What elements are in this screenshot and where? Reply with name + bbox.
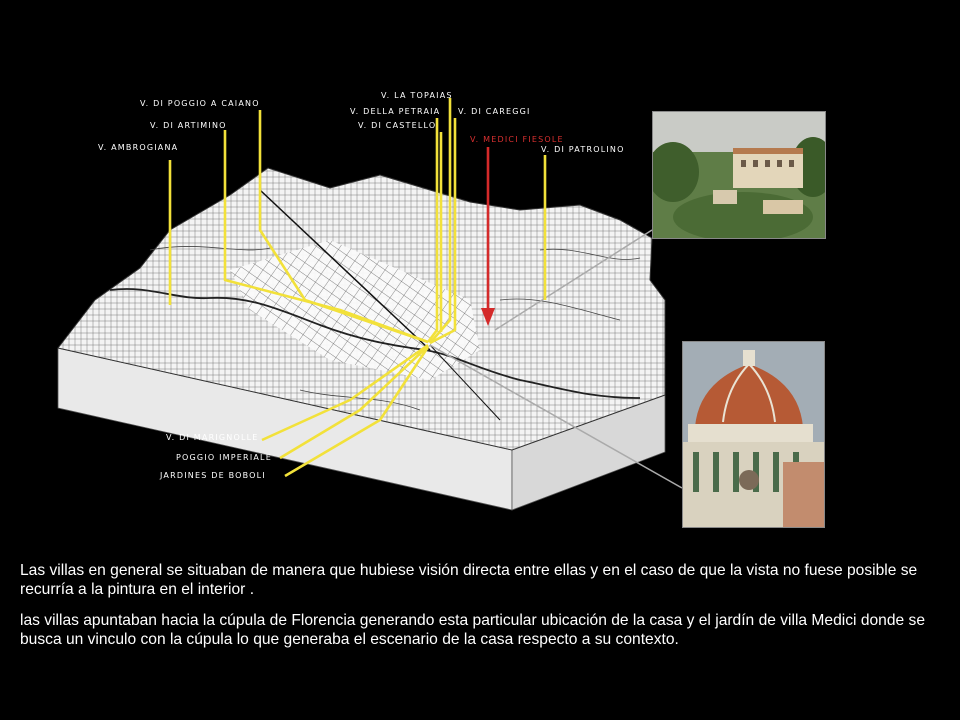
villa-medici-photo [652,111,826,239]
caption-paragraph-2: las villas apuntaban hacia la cúpula de Florencia generando esta particular ubicación de la casa y el jardín de villa Medici donde se busca un vinculo con la cúpula lo que generaba el escenario de la casa respecto a su contexto. [20,612,925,648]
label-di-careggi: V. DI CAREGGI [458,107,531,116]
label-di-castello: V. DI CASTELLO [358,121,437,130]
duomo-photo [682,341,825,528]
label-artimino: V. DI ARTIMINO [150,121,227,130]
label-di-patrolino: V. DI PATROLINO [541,145,625,154]
label-topaias: V. LA TOPAIAS [381,91,453,100]
label-della-petraia: V. DELLA PETRAIA [350,107,441,116]
label-medici-fiesole: V. MEDICI FIESOLE [470,135,564,144]
label-ambrogiana: V. AMBROGIANA [98,143,179,152]
caption-paragraph-1: Las villas en general se situaban de manera que hubiese visión directa entre ellas y en el caso de que la vista no fuese posible se recurría a la pintura en el interior . [20,562,918,598]
label-marignolle: V. DI MARIGNOLLE [166,433,259,442]
label-poggio-a-caiano: V. DI POGGIO A CAIANO [140,99,260,108]
label-poggio-imperiale: POGGIO IMPERIALE [176,453,272,462]
label-boboli: JARDINES DE BOBOLI [160,471,266,480]
